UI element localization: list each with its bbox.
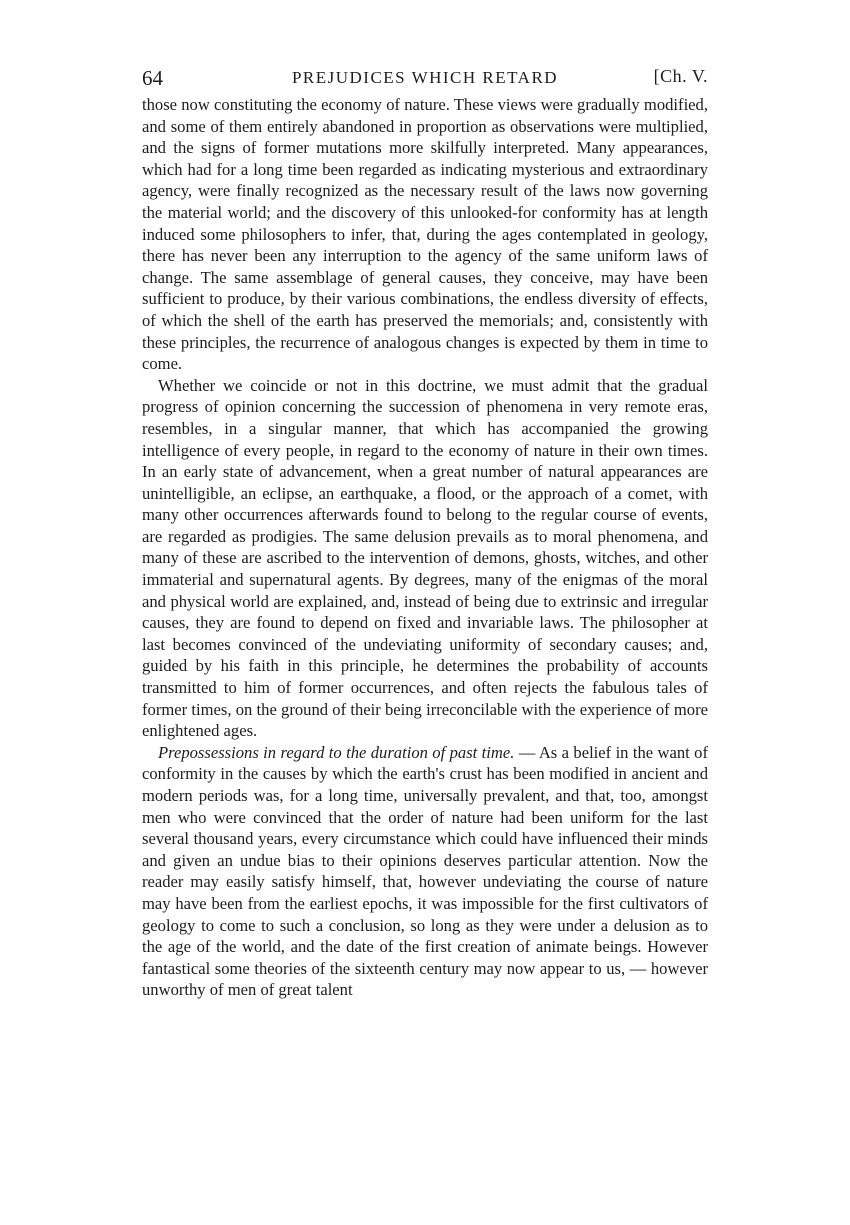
section-side-heading: Prepossessions in regard to the duration of past time. [158, 742, 515, 762]
running-title: PREJUDICES WHICH RETARD [291, 68, 559, 87]
paragraph-prepossessions-text: — As a belief in the want of conformity in the causes by which the earth's crust has been modified in ancient and modern periods was, for a long time, universally prevalent, and that, too, amongst men who were convinced that the order of nature had been uniform for the last several thousand years, every circumstance which could have influenced their minds and given an undue bias to their opinions deserves particular attention. Now the reader may easily satisfy himself, that, however undeviating the course of nature may have been from the earliest epochs, it was impossible for the first cultivators of geology to come to such a conclusion, so long as they were under a delusion as to the age of the world, and the date of the first creation of animate beings. However fantastical some theories of the sixteenth century may now appear to us, — however unworthy of men of great talent [142, 742, 708, 1000]
book-page [142, 60, 708, 1001]
paragraph-whether: Whether we coincide or not in this doctrine, we must admit that the gradual progress of opinion concerning the succession of phenomena in very remote eras, resembles, in a singular manner, that which has accompanied the growing intelligence of every people, in regard to the economy of nature in their own times. In an early state of advancement, when a great number of natural appearances are unintelligible, an eclipse, an earthquake, a flood, or the approach of a comet, with many other occurrences afterwards found to belong to the regular course of events, are regarded as prodigies. The same delusion prevails as to moral phenomena, and many of these are ascribed to the intervention of demons, ghosts, witches, and other immaterial and supernatural agents. By degrees, many of the enigmas of the moral and physical world are explained, and, instead of being due to extrinsic and irregular causes, they are found to depend on fixed and invariable laws. The philosopher at last becomes convinced of the undeviating uniformity of secondary causes; and, guided by his faith in this principle, he determines the probability of accounts transmitted to him of former occurrences, and often rejects the fabulous tales of former times, on the ground of their being irreconcilable with the experience of more enlightened ages. [142, 375, 708, 741]
chapter-reference: [Ch. V. [653, 66, 708, 86]
paragraph-continued: those now constituting the economy of nature. These views were gradually modified, and some of them entirely abandoned in proportion as observations were multiplied, and the signs of former mutations more skilfully interpreted. Many appearances, which had for a long time been regarded as indicating mysterious and extraordinary agency, were finally recognized as the necessary result of the laws now governing the material world; and the discovery of this unlooked-for conformity has at length induced some philosophers to infer, that, during the ages contemplated in geology, there has never been any interruption to the agency of the same uniform laws of change. The same assemblage of general causes, they conceive, may have been sufficient to produce, by their various combinations, the endless diversity of effects, of which the shell of the earth has preserved the memorials; and, consistently with these principles, the recurrence of analogous changes is expected by them in time to come. [142, 95, 708, 374]
body-text [142, 94, 708, 1001]
paragraph-prepossessions [142, 742, 708, 1001]
page-number: 64 [142, 66, 163, 90]
running-head [142, 60, 708, 94]
